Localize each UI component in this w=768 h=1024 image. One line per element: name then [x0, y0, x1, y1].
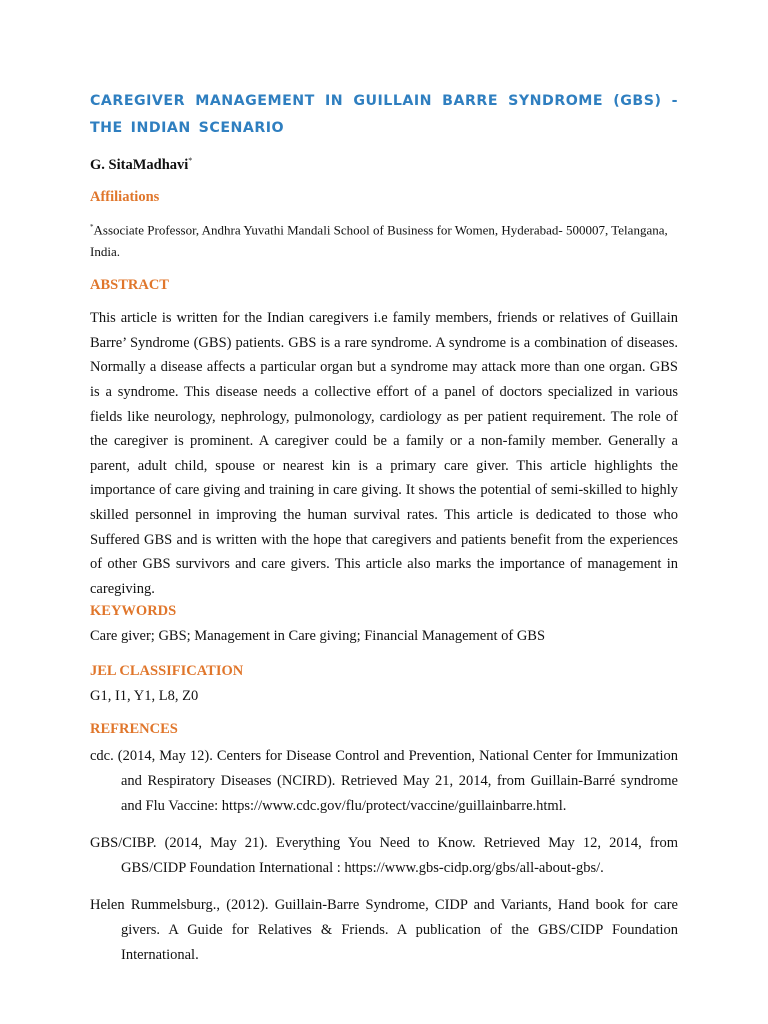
affiliation-text: Associate Professor, Andhra Yuvathi Mandali School of Business for Women, Hyderabad- 500007, Telangana, India.: [90, 222, 668, 260]
affiliation-marker: *: [90, 222, 94, 231]
author-line: [90, 156, 678, 174]
abstract-heading: ABSTRACT: [90, 277, 169, 294]
author-name: G. SitaMadhavi: [90, 156, 189, 173]
reference-item: cdc. (2014, May 12). Centers for Disease Control and Prevention, National Center for Immunization and Respiratory Diseases (NCIRD). Retrieved May 21, 2014, from Guillain-Barré syndrome and Flu Vaccine: https://www.cdc.gov/flu/protect/vaccine/guillainbarre.html.: [90, 748, 678, 815]
references-heading: REFRENCES: [90, 721, 178, 738]
jel-heading: JEL CLASSIFICATION: [90, 663, 244, 680]
reference-item: GBS/CIBP. (2014, May 21). Everything You Need to Know. Retrieved May 12, 2014, from GBS/CIDP Foundation International : https://www.gbs-cidp.org/gbs/all-about-gbs/.: [90, 835, 678, 877]
abstract-text: This article is written for the Indian caregivers i.e family members, friends or relatives of Guillain Barre’ Syndrome (GBS) patients. GBS is a rare syndrome. A syndrome is a combination of diseases. Normally a disease affects a particular organ but a syndrome may attack more than one organ. GBS is a syndrome. This disease needs a collective effort of a panel of doctors specialized in various fields like neurology, nephrology, pulmonology, cardiology as per patient requirement. The role of the caregiver is prominent. A caregiver could be a family or a non-family member. Generally a parent, adult child, spouse or nearest kin is a primary care giver. This article highlights the importance of care giving and training in care giving. It shows the potential of semi-skilled to highly skilled personnel in improving the human survival rates. This article is dedicated to those who Suffered GBS and is written with the hope that caregivers and patients benefit from the experiences of other GBS survivors and care givers. This article also marks the importance of management in caregiving.: [90, 310, 678, 597]
affiliations-heading: Affiliations: [90, 188, 160, 205]
reference-item: Helen Rummelsburg., (2012). Guillain-Barre Syndrome, CIDP and Variants, Hand book for care givers. A Guide for Relatives & Friends. A publication of the GBS/CIDP Foundation International.: [90, 897, 678, 964]
author-marker: *: [188, 156, 193, 165]
keywords-text: Care giver; GBS; Management in Care giving; Financial Management of GBS: [90, 628, 546, 645]
jel-text: G1, I1, Y1, L8, Z0: [90, 688, 199, 705]
keywords-heading: KEYWORDS: [90, 603, 177, 620]
paper-title: CAREGIVER MANAGEMENT IN GUILLAIN BARRE SYNDROME (GBS) - THE INDIAN SCENARIO: [90, 93, 678, 136]
affiliation-text-block: [90, 216, 678, 263]
references-list: [90, 744, 678, 968]
